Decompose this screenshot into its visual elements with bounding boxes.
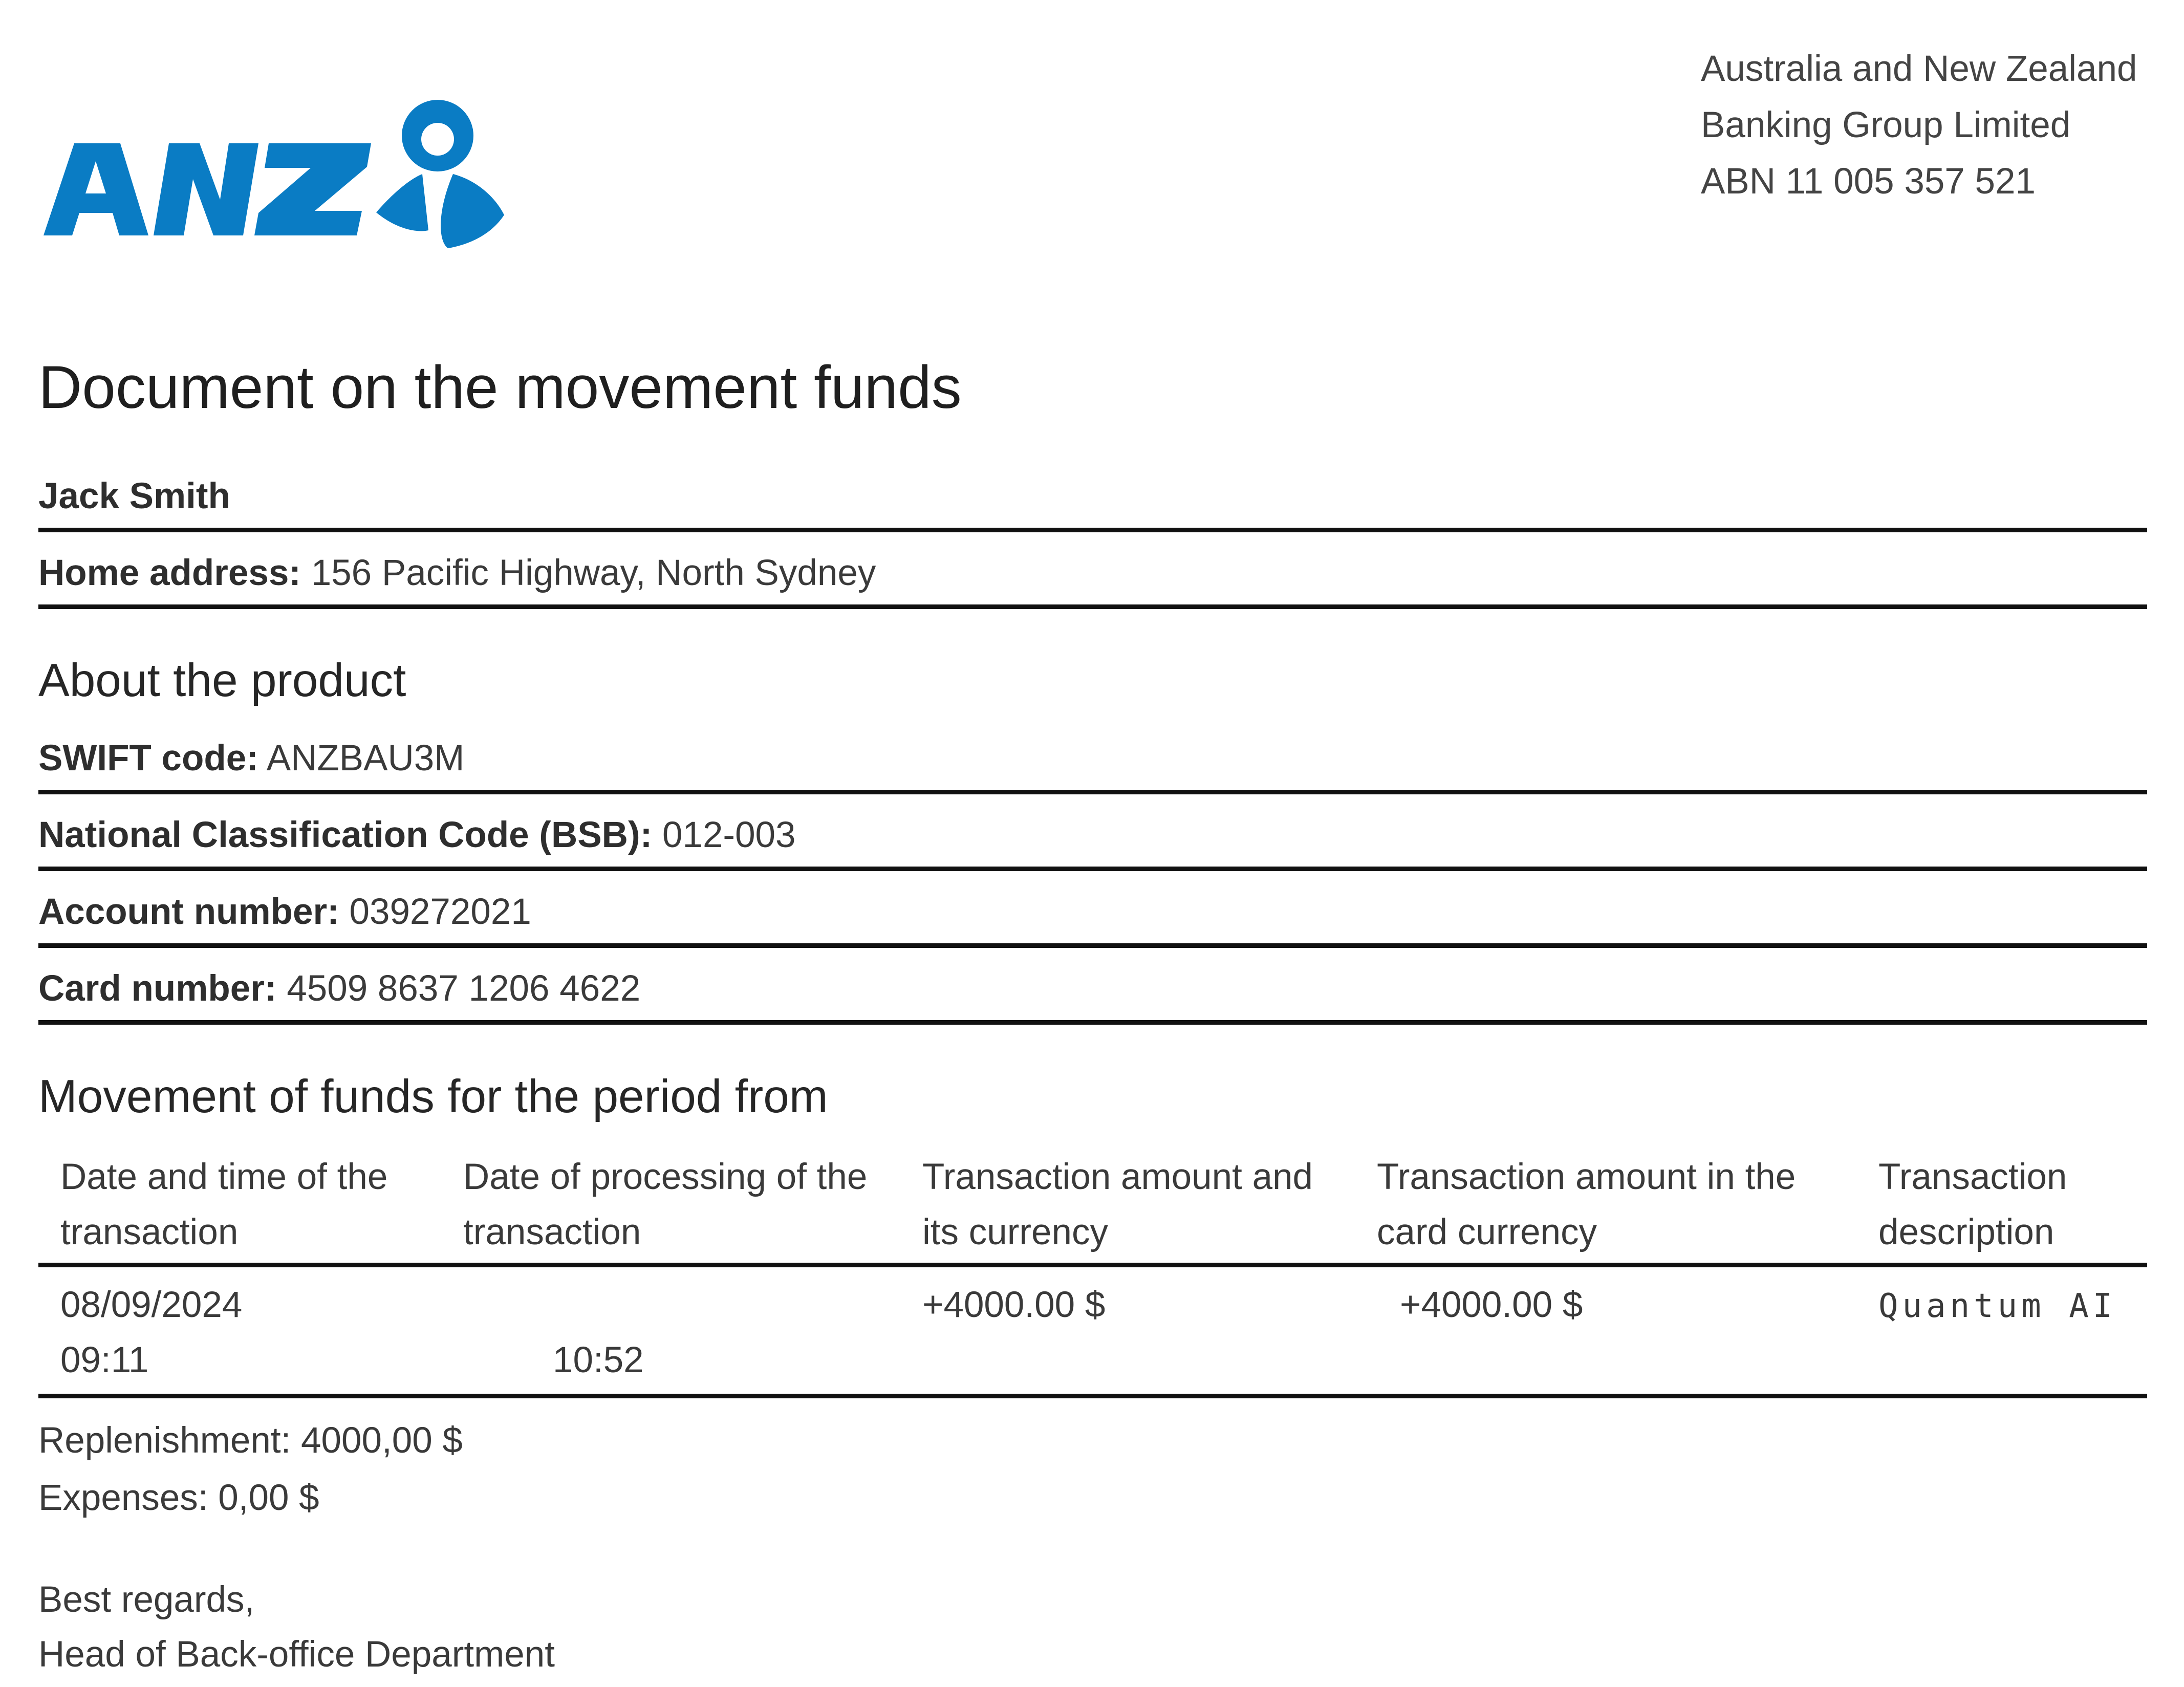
- bsb-value: 012-003: [662, 815, 796, 855]
- bank-name-line1: Australia and New Zealand: [1701, 49, 2137, 89]
- column-header-processing: Date of processing of the transaction: [463, 1157, 868, 1252]
- logo-letter-z: [254, 143, 371, 235]
- document-title: Document on the movement funds: [38, 354, 962, 421]
- closing-regards: Best regards,: [38, 1580, 255, 1620]
- bank-info-block: [1701, 41, 2137, 210]
- replenishment-total: Replenishment: 4000,00 $: [38, 1420, 463, 1461]
- column-header-card-amount: Transaction amount in the card currency: [1377, 1157, 1796, 1252]
- swift-label: SWIFT code:: [38, 738, 258, 778]
- expenses-total: Expenses: 0,00 $: [38, 1478, 319, 1518]
- bank-name-line2: Banking Group Limited: [1701, 105, 2071, 145]
- account-value: 039272021: [349, 892, 531, 932]
- movement-heading: Movement of funds for the period from: [38, 1071, 828, 1122]
- row-description: Quantum AI: [1878, 1287, 2117, 1325]
- card-row: [38, 948, 2147, 1025]
- swift-value: ANZBAU3M: [266, 738, 465, 778]
- account-label: Account number:: [38, 892, 339, 932]
- table-header: [38, 1145, 2147, 1267]
- card-label: Card number:: [38, 968, 277, 1009]
- product-heading: About the product: [38, 655, 406, 706]
- home-address-value: 156 Pacific Highway, North Sydney: [311, 553, 876, 593]
- row-date: 08/09/2024: [60, 1285, 243, 1325]
- logo-figure-left-arm: [376, 174, 428, 231]
- anz-logo: [44, 92, 504, 256]
- table-row: [38, 1267, 2147, 1398]
- row-card-amount: +4000.00 $: [1400, 1285, 1583, 1325]
- closing-department: Head of Back-office Department: [38, 1634, 555, 1675]
- column-header-description: Transaction description: [1878, 1157, 2067, 1252]
- logo-figure-right-body: [441, 174, 504, 248]
- column-header-amount: Transaction amount and its currency: [922, 1157, 1313, 1252]
- bsb-row: [38, 794, 2147, 871]
- home-address-label: Home address:: [38, 553, 301, 593]
- row-time: 09:11: [60, 1340, 149, 1380]
- card-value: 4509 8637 1206 4622: [287, 968, 641, 1009]
- home-address-row: [38, 532, 2147, 609]
- client-name: Jack Smith: [38, 476, 230, 516]
- logo-letter-n: [154, 143, 258, 235]
- column-header-datetime: Date and time of the transaction: [60, 1157, 388, 1252]
- row-processing-time: 10:52: [553, 1340, 644, 1380]
- client-name-row: [38, 456, 2147, 532]
- account-row: [38, 871, 2147, 948]
- swift-row: [38, 718, 2147, 794]
- bsb-label: National Classification Code (BSB):: [38, 815, 653, 855]
- bank-abn: ABN 11 005 357 521: [1701, 161, 2036, 202]
- row-amount: +4000.00 $: [922, 1285, 1106, 1325]
